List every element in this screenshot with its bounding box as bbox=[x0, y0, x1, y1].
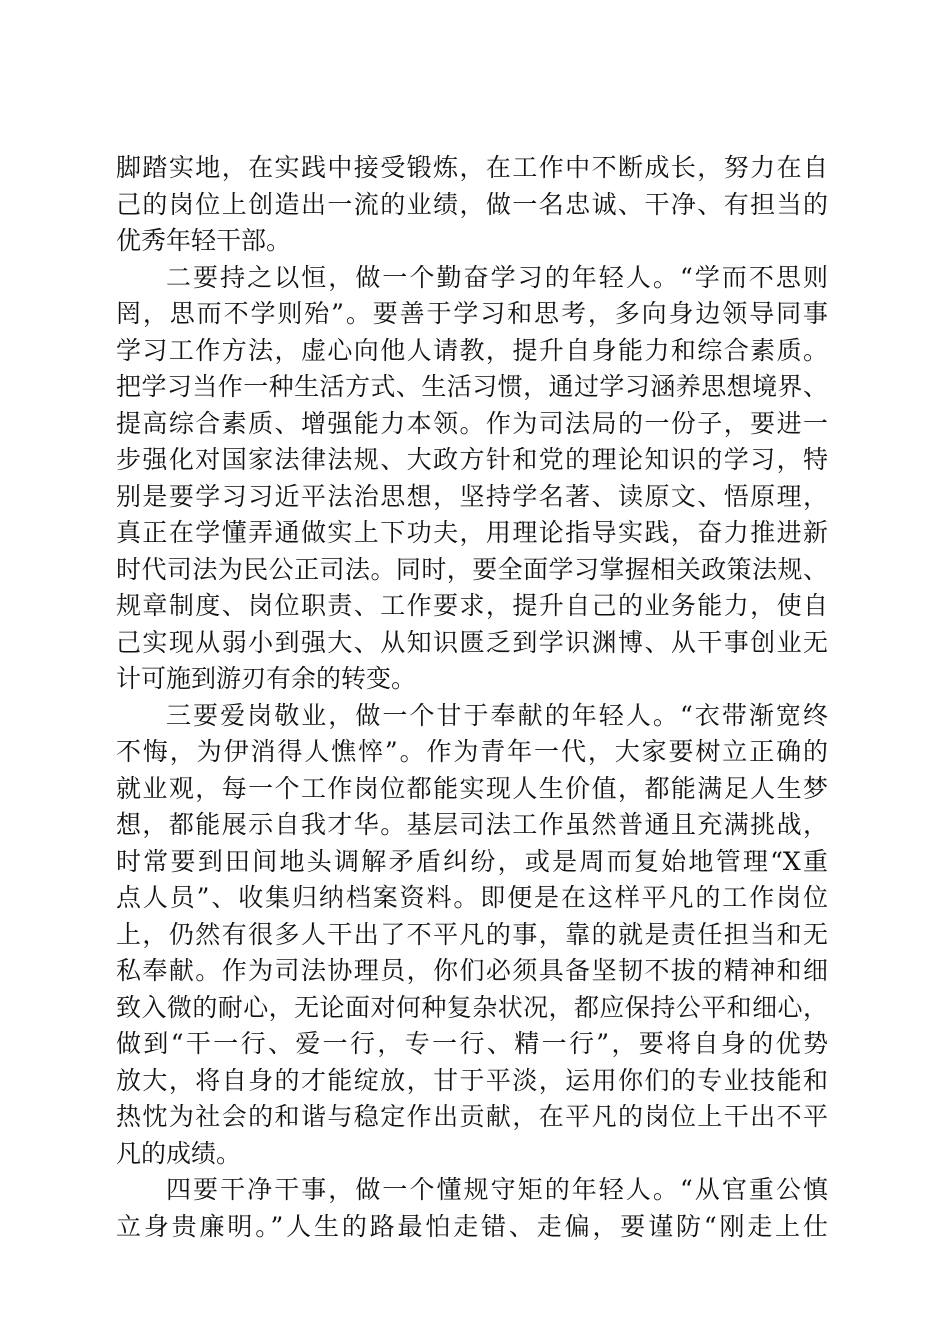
text-line: 放大，将自身的才能绽放，甘于平淡，运用你们的专业技能和 bbox=[116, 1065, 828, 1095]
text-line: 优秀年轻干部。 bbox=[116, 226, 292, 255]
text-line: 罔，思而不学则殆”。要善于学习和思考，多向身边领导同事 bbox=[116, 299, 828, 328]
body-text bbox=[116, 150, 828, 1245]
paragraph-start-line: 四要干净干事，做一个懂规守矩的年轻人。“从官重公慎 bbox=[166, 1175, 828, 1204]
text-line: 规章制度、岗位职责、工作要求，提升自己的业务能力，使自 bbox=[116, 591, 828, 620]
text-line: 致入微的耐心，无论面对何种复杂状况，都应保持公平和细心， bbox=[116, 992, 828, 1022]
text-line: 凡的成绩。 bbox=[116, 1138, 242, 1168]
text-line: 不悔，为伊消得人憔悴”。作为青年一代，大家要树立正确的 bbox=[116, 737, 828, 766]
text-line: 脚踏实地，在实践中接受锻炼，在工作中不断成长，努力在自 bbox=[116, 153, 828, 182]
paragraph-start-line: 二要持之以恒，做一个勤奋学习的年轻人。“学而不思则 bbox=[166, 262, 828, 292]
text-line: 步强化对国家法律法规、大政方针和党的理论知识的学习，特 bbox=[116, 445, 828, 474]
text-line: 学习工作方法，虚心向他人请教，提升自身能力和综合素质。 bbox=[116, 335, 828, 365]
text-line: 立身贵廉明。”人生的路最怕走错、走偏，要谨防“刚走上仕 bbox=[116, 1211, 828, 1241]
text-line: 把学习当作一种生活方式、生活习惯，通过学习涵养思想境界、 bbox=[116, 372, 828, 401]
text-line: 提高综合素质、增强能力本领。作为司法局的一份子，要进一 bbox=[116, 408, 828, 438]
text-line: 做到“干一行、爱一行，专一行、精一行”，要将自身的优势 bbox=[116, 1029, 828, 1058]
text-line: 别是要学习习近平法治思想，坚持学名著、读原文、悟原理， bbox=[116, 481, 828, 511]
text-line: 计可施到游刃有余的转变。 bbox=[116, 664, 417, 693]
text-line: 想，都能展示自我才华。基层司法工作虽然普通且充满挑战， bbox=[116, 810, 828, 839]
text-line: 时代司法为民公正司法。同时，要全面学习掌握相关政策法规、 bbox=[116, 554, 828, 584]
text-line: 就业观，每一个工作岗位都能实现人生价值，都能满足人生梦 bbox=[116, 773, 828, 803]
text-line: 己的岗位上创造出一流的业绩，做一名忠诚、干净、有担当的 bbox=[116, 189, 828, 219]
text-line: 真正在学懂弄通做实上下功夫，用理论指导实践，奋力推进新 bbox=[116, 518, 828, 547]
text-line: 点人员”、收集归纳档案资料。即便是在这样平凡的工作岗位 bbox=[116, 883, 828, 912]
text-line: 己实现从弱小到强大、从知识匮乏到学识渊博、从干事创业无 bbox=[116, 627, 828, 657]
paragraph-start-line: 三要爱岗敬业，做一个甘于奉献的年轻人。“衣带渐宽终 bbox=[166, 700, 828, 730]
text-line: 上，仍然有很多人干出了不平凡的事，靠的就是责任担当和无 bbox=[116, 919, 828, 949]
text-line: 时常要到田间地头调解矛盾纠纷，或是周而复始地管理“X重 bbox=[116, 846, 828, 876]
text-line: 私奉献。作为司法协理员，你们必须具备坚韧不拔的精神和细 bbox=[116, 956, 828, 985]
text-line: 热忱为社会的和谐与稳定作出贡献，在平凡的岗位上干出不平 bbox=[116, 1102, 828, 1131]
